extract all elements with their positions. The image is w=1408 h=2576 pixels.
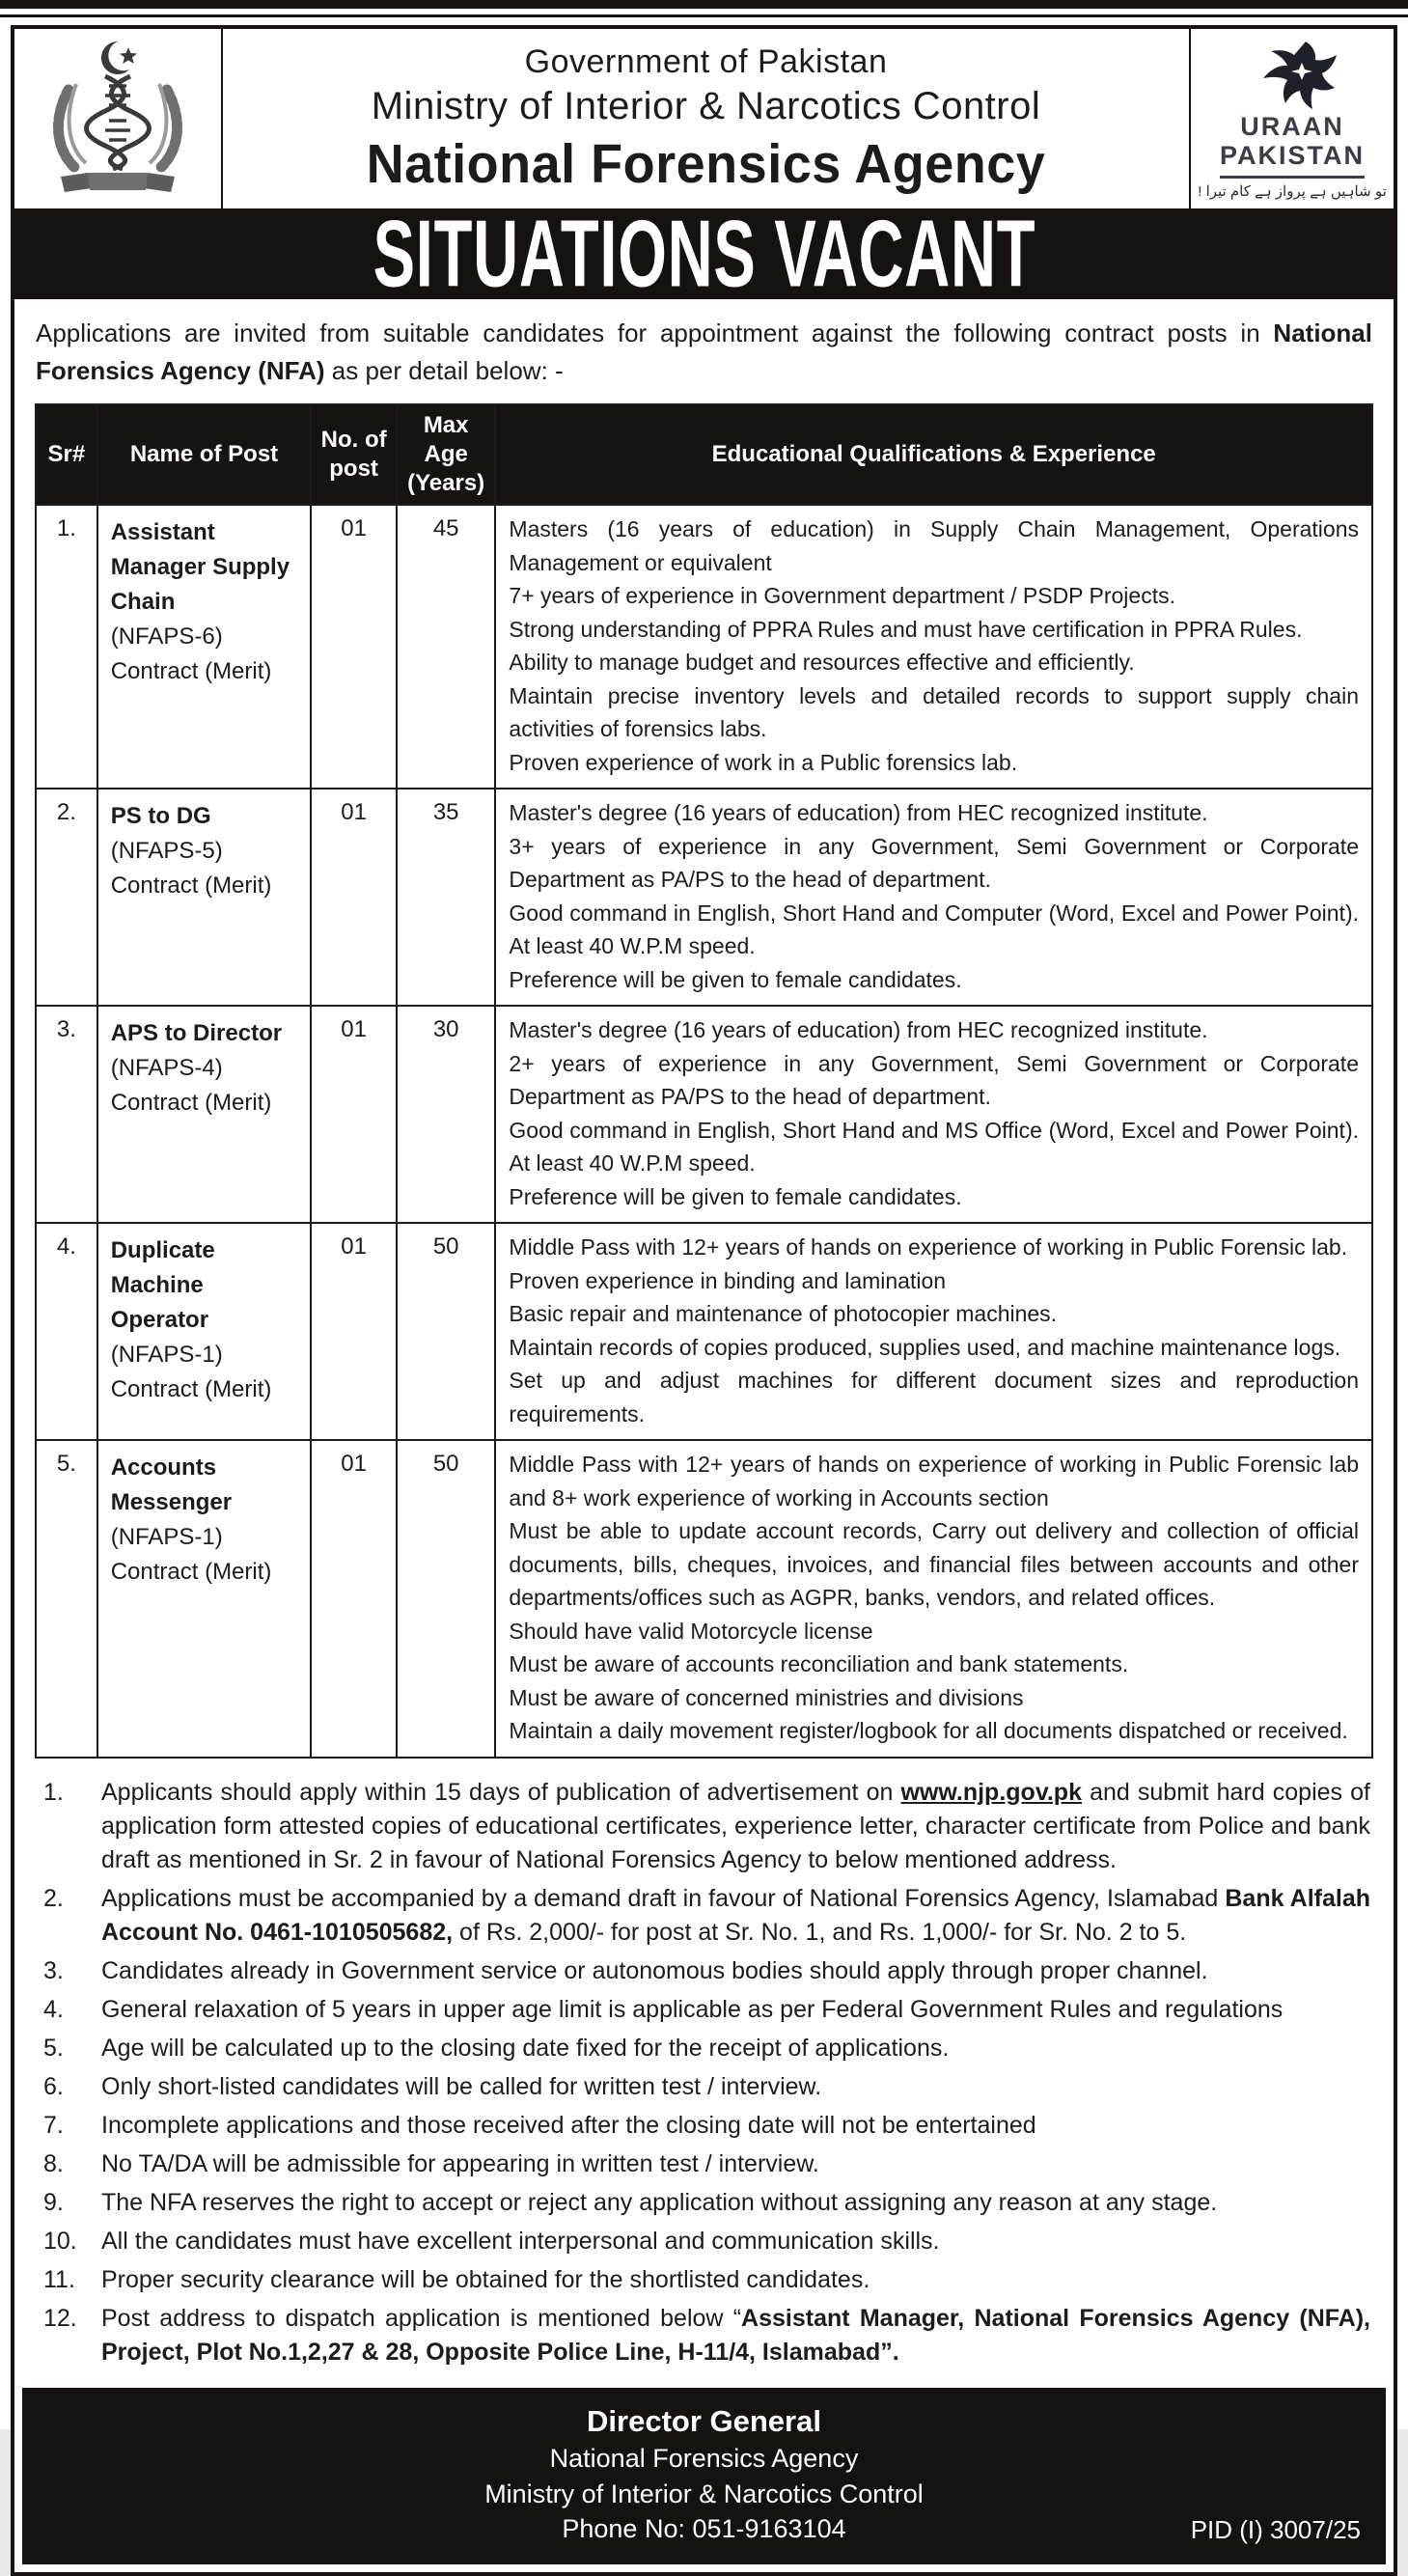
qualification-line: Preference will be given to female candidates. <box>509 966 962 992</box>
post-contract: Contract (Merit) <box>110 1090 272 1116</box>
note-item <box>30 2147 1370 2181</box>
qualification-line: Proven experience of work in a Public forensics lab. <box>509 749 1018 775</box>
text-segment: Applicants should apply within 15 days of publication of advertisement on <box>101 1778 901 1806</box>
note-number: 11. <box>43 2265 75 2293</box>
text-segment: Proper security clearance will be obtained for the shortlisted candidates. <box>101 2265 870 2293</box>
header-sr: Sr# <box>36 404 97 505</box>
note-item <box>30 1882 1370 1950</box>
qualification-line: Proven experience in binding and lamination <box>509 1267 947 1293</box>
uraan-word: URAAN <box>1240 111 1344 141</box>
text-segment: Applications must be accompanied by a demand draft in favour of National Forensics Agency, Islamabad <box>101 1884 1226 1912</box>
note-number: 7. <box>43 2111 64 2139</box>
note-number: 3. <box>43 1956 64 1984</box>
post-name: PS to DG <box>110 803 211 829</box>
text-segment: Bank Alfalah Account No. 0461-1010505682, <box>101 1884 1370 1946</box>
post-contract: Contract (Merit) <box>110 658 272 684</box>
note-number: 9. <box>43 2188 64 2216</box>
row-post-name-cell <box>97 505 312 789</box>
note-number: 12. <box>43 2304 77 2332</box>
text-segment: Candidates already in Government service or autonomous bodies should apply through proper channel. <box>101 1956 1208 1984</box>
row-post-name-cell <box>97 1223 312 1440</box>
note-number: 1. <box>43 1778 64 1806</box>
row-max-age: 35 <box>397 789 495 1006</box>
text-segment: National Forensics Agency (NFA) <box>36 319 1372 385</box>
header-name-of-post: Name of Post <box>97 404 312 505</box>
post-name: APS to Director <box>110 1020 283 1046</box>
text-segment: General relaxation of 5 years in upper age limit is applicable as per Federal Government Rules and regulations <box>101 1995 1284 2023</box>
row-sr: 4. <box>36 1223 97 1440</box>
agency-title: National Forensics Agency <box>366 133 1046 195</box>
note-item <box>30 2186 1370 2220</box>
row-sr: 2. <box>36 789 97 1006</box>
note-text <box>101 2109 1370 2143</box>
post-name: Duplicate Machine Operator <box>110 1237 215 1333</box>
text-segment: www.njp.gov.pk <box>900 1778 1082 1806</box>
footer-signature-block <box>22 2388 1386 2564</box>
post-scale: (NFAPS-6) <box>110 623 223 650</box>
qualification-line: Preference will be given to female candidates. <box>509 1183 962 1209</box>
note-text <box>101 1776 1370 1877</box>
header-qualifications: Educational Qualifications & Experience <box>495 404 1372 505</box>
row-qualifications <box>495 1440 1372 1758</box>
post-name: Assistant Manager Supply Chain <box>110 519 290 615</box>
note-item <box>30 2263 1370 2297</box>
text-segment: Incomplete applications and those received after the closing date will not be entertained <box>101 2111 1036 2139</box>
note-item <box>30 2070 1370 2104</box>
qualification-line: Good command in English, Short Hand and Computer (Word, Excel and Power Point). At least 40 W.P.M speed. <box>509 900 1359 958</box>
row-qualifications <box>495 789 1372 1006</box>
table-row <box>36 1223 1372 1440</box>
qualification-line: Master's degree (16 years of education) from HEC recognized institute. <box>509 800 1208 825</box>
row-no-of-post: 01 <box>311 1440 397 1758</box>
intro-paragraph <box>14 299 1394 400</box>
ministry-title: Ministry of Interior & Narcotics Control <box>371 85 1041 127</box>
text-segment: All the candidates must have excellent interpersonal and communication skills. <box>101 2227 940 2255</box>
footer-director-general: Director General <box>587 2403 821 2438</box>
note-item <box>30 1993 1370 2027</box>
row-post-name-cell <box>97 789 312 1006</box>
qualification-line: Ability to manage budget and resources effective and efficiently. <box>509 650 1135 675</box>
note-text <box>101 2070 1370 2104</box>
uraan-underline-rule <box>1220 176 1365 179</box>
row-max-age: 30 <box>397 1006 495 1223</box>
note-text <box>101 2147 1370 2181</box>
row-sr: 5. <box>36 1440 97 1758</box>
situations-vacant-banner <box>14 208 1394 299</box>
note-number: 5. <box>43 2034 64 2062</box>
text-segment: No TA/DA will be admissible for appearing in written test / interview. <box>101 2149 819 2177</box>
qualification-line: Master's degree (16 years of education) from HEC recognized institute. <box>509 1017 1208 1042</box>
row-qualifications <box>495 505 1372 789</box>
qualification-line: Maintain precise inventory levels and detailed records to support supply chain activities of forensics labs. <box>509 682 1359 741</box>
note-number: 8. <box>43 2149 64 2177</box>
banner-title: SITUATIONS VACANT <box>373 208 1035 299</box>
note-text <box>101 2032 1370 2065</box>
row-max-age: 45 <box>397 505 495 789</box>
text-segment: Applications are invited from suitable candidates for appointment against the following contract posts in <box>36 319 1274 347</box>
header-no-of-post: No. of post <box>311 404 397 505</box>
table-row <box>36 789 1372 1006</box>
notes-list <box>14 1768 1394 2378</box>
table-row <box>36 1440 1372 1758</box>
note-text <box>101 2302 1370 2369</box>
text-segment: Age will be calculated up to the closing date fixed for the receipt of applications. <box>101 2034 950 2062</box>
post-contract: Contract (Merit) <box>110 873 272 899</box>
note-item <box>30 1954 1370 1988</box>
top-divider-rule-thin <box>0 14 1408 17</box>
qualification-line: 3+ years of experience in any Government, Semi Government or Corporate Department as PA/PS to the head of department. <box>509 833 1359 892</box>
note-text <box>101 2263 1370 2297</box>
qualification-line: Must be able to update account records, Carry out delivery and collection of official documents, bills, cheques, invoices, and financial files between accounts and other departments/offices such as AGPR, banks, vendors, and related offices. <box>509 1518 1359 1610</box>
qualification-line: Middle Pass with 12+ years of hands on experience of working in Public Forensic lab. <box>509 1234 1348 1260</box>
post-contract: Contract (Merit) <box>110 1559 272 1585</box>
row-qualifications <box>495 1223 1372 1440</box>
text-segment: of Rs. 2,000/- for post at Sr. No. 1, and Rs. 1,000/- for Sr. No. 2 to 5. <box>453 1918 1187 1946</box>
post-scale: (NFAPS-1) <box>110 1524 223 1550</box>
row-sr: 3. <box>36 1006 97 1223</box>
note-number: 6. <box>43 2072 64 2100</box>
post-name: Accounts Messenger <box>110 1454 233 1515</box>
advert-frame <box>11 25 1397 2576</box>
footer-agency: National Forensics Agency <box>549 2444 859 2474</box>
masthead <box>14 29 1394 208</box>
uraan-bird-icon <box>1242 38 1342 113</box>
row-post-name-cell <box>97 1440 312 1758</box>
note-number: 2. <box>43 1884 64 1912</box>
qualification-line: Must be aware of concerned ministries and divisions <box>509 1684 1024 1710</box>
masthead-titles <box>223 29 1189 208</box>
note-text <box>101 1954 1370 1988</box>
top-divider-rule <box>0 0 1408 9</box>
text-segment: and submit hard copies of application form attested copies of educational certificates, experience letter, character certificate from Police and bank draft as mentioned in Sr. 2 in favour of National Forensics Agency to below mentioned address. <box>101 1778 1370 1873</box>
government-emblem <box>14 29 223 208</box>
text-segment: Post address to dispatch application is mentioned below “ <box>101 2304 742 2332</box>
table-row <box>36 1006 1372 1223</box>
qualification-line: Strong understanding of PPRA Rules and must have certification in PPRA Rules. <box>509 616 1303 642</box>
note-text <box>101 2225 1370 2258</box>
note-item <box>30 2109 1370 2143</box>
government-emblem-icon <box>32 36 204 202</box>
qualification-line: Set up and adjust machines for different document sizes and reproduction requirements. <box>509 1368 1359 1426</box>
qualification-line: Middle Pass with 12+ years of hands on experience of working in Public Forensic lab and 8+ work experience of working in Accounts section <box>509 1452 1359 1510</box>
uraan-pakistan-logo <box>1189 29 1394 208</box>
post-scale: (NFAPS-4) <box>110 1055 223 1081</box>
table-row <box>36 505 1372 789</box>
note-text <box>101 1882 1370 1950</box>
qualification-line: Should have valid Motorcycle license <box>509 1618 873 1644</box>
qualification-line: Good command in English, Short Hand and MS Office (Word, Excel and Power Point). At least 40 W.P.M speed. <box>509 1117 1359 1176</box>
text-segment: as per detail below: - <box>324 356 564 385</box>
post-scale: (NFAPS-5) <box>110 838 223 864</box>
vacancy-table <box>35 403 1373 1759</box>
row-sr: 1. <box>36 505 97 789</box>
row-qualifications <box>495 1006 1372 1223</box>
row-no-of-post: 01 <box>311 789 397 1006</box>
header-max-age: Max Age (Years) <box>397 404 495 505</box>
footer-ministry: Ministry of Interior & Narcotics Control <box>484 2479 924 2508</box>
table-header-row <box>36 404 1372 505</box>
qualification-line: Must be aware of accounts reconciliation and bank statements. <box>509 1651 1129 1676</box>
row-no-of-post: 01 <box>311 1006 397 1223</box>
qualification-line: 7+ years of experience in Government department / PSDP Projects. <box>509 583 1175 608</box>
row-max-age: 50 <box>397 1223 495 1440</box>
note-text <box>101 2186 1370 2220</box>
post-contract: Contract (Merit) <box>110 1376 272 1402</box>
note-text <box>101 1993 1370 2027</box>
row-max-age: 50 <box>397 1440 495 1758</box>
row-post-name-cell <box>97 1006 312 1223</box>
qualification-line: Maintain records of copies produced, supplies used, and machine maintenance logs. <box>509 1334 1341 1360</box>
qualification-line: Masters (16 years of education) in Supply Chain Management, Operations Management or equivalent <box>509 516 1359 575</box>
row-no-of-post: 01 <box>311 505 397 789</box>
note-item <box>30 2302 1370 2369</box>
note-number: 4. <box>43 1995 64 2023</box>
note-item <box>30 2225 1370 2258</box>
note-number: 10. <box>43 2227 77 2255</box>
footer-pid-number: PID (I) 3007/25 <box>1190 2514 1361 2544</box>
government-of-pakistan-title: Government of Pakistan <box>524 43 888 80</box>
uraan-urdu-tagline: تو شاہیں ہے پرواز ہے کام تیرا ! <box>1198 183 1387 201</box>
pakistan-word: PAKISTAN <box>1220 140 1365 170</box>
post-scale: (NFAPS-1) <box>110 1342 223 1368</box>
text-segment: Only short-listed candidates will be called for written test / interview. <box>101 2072 822 2100</box>
row-no-of-post: 01 <box>311 1223 397 1440</box>
text-segment: The NFA reserves the right to accept or reject any application without assigning any reason at any stage. <box>101 2188 1218 2216</box>
note-item <box>30 2032 1370 2065</box>
note-item <box>30 1776 1370 1877</box>
footer-phone: Phone No: 051-9163104 <box>562 2514 846 2544</box>
qualification-line: 2+ years of experience in any Government, Semi Government or Corporate Department as PA/PS to the head of department. <box>509 1050 1359 1109</box>
qualification-line: Maintain a daily movement register/logbook for all documents dispatched or received. <box>509 1718 1348 1743</box>
text-segment: Assistant Manager, National Forensics Agency (NFA), Project, Plot No.1,2,27 & 28, Opposite Police Line, H-11/4, Islamabad”. <box>101 2304 1370 2366</box>
qualification-line: Basic repair and maintenance of photocopier machines. <box>509 1301 1058 1326</box>
